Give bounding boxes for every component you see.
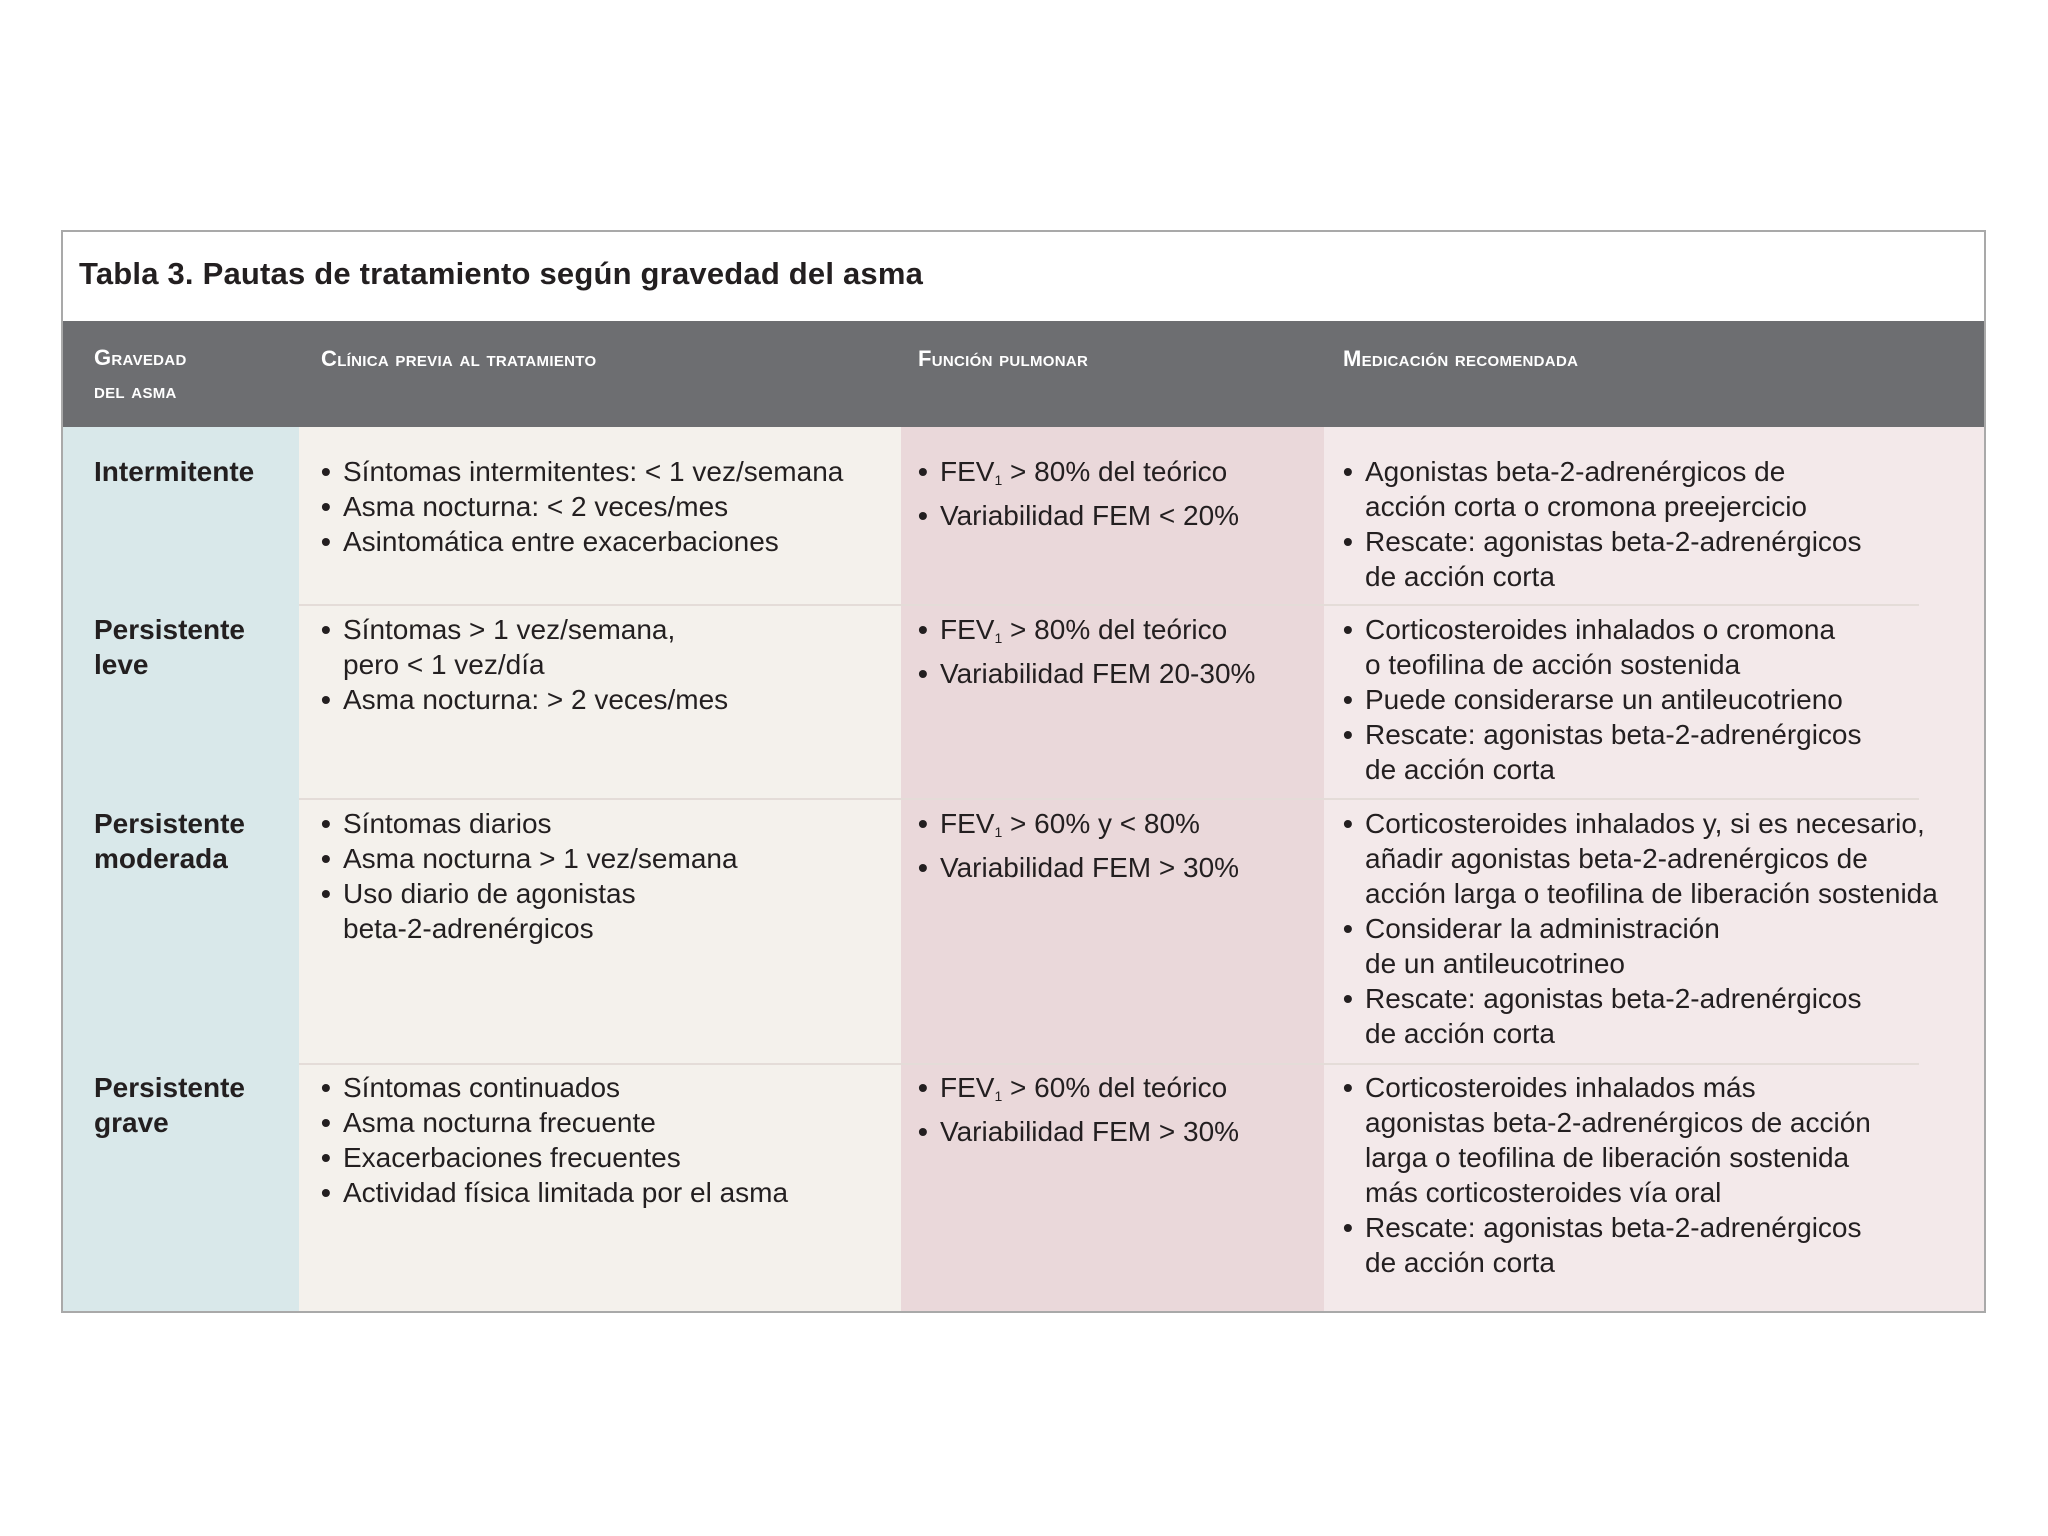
lung-text: > 60% del teórico (1002, 1072, 1228, 1103)
severity-cell: Intermitente (94, 456, 255, 487)
medication-cell (1343, 806, 1983, 1051)
list-item: • Corticosteroides inhalados y, si es necesario, añadir agonistas beta-2-adrenérgicos de acción larga o teofilina de liberación sostenida (1343, 806, 1983, 911)
header-medication: Medicación recomendada (1343, 346, 1579, 371)
list-item: • Corticosteroides inhalados más agonistas beta-2-adrenérgicos de acción larga o teofilina de liberación sostenida más corticosteroides vía oral (1343, 1070, 1983, 1210)
clinical-cell-list (321, 806, 901, 946)
lung-text: Variabilidad FEM 20-30% (940, 658, 1256, 689)
medication-cell-list (1343, 1070, 1983, 1280)
list-item (918, 612, 1318, 656)
medication-cell-list (1343, 806, 1983, 1051)
list-item (918, 656, 1318, 700)
lung-text: > 80% del teórico (1002, 456, 1228, 487)
lung-function-cell (918, 1070, 1318, 1158)
list-item: • Asma nocturna: < 2 veces/mes (321, 489, 901, 524)
table-title-text: Pautas de tratamiento según gravedad del asma (202, 256, 924, 291)
list-item: • Considerar la administración de un antileucotrineo (1343, 911, 1983, 981)
row-divider (299, 604, 1919, 606)
list-item: • Síntomas diarios (321, 806, 901, 841)
list-item: • Asma nocturna > 1 vez/semana (321, 841, 901, 876)
list-item (918, 1114, 1318, 1158)
clinical-cell (321, 806, 901, 946)
lung-text: FEV (940, 614, 995, 645)
list-item (918, 806, 1318, 850)
lung-subscript: 1 (994, 630, 1003, 646)
severity-cell: Persistente leve (94, 614, 245, 680)
header-clinical: Clínica previa al tratamiento (321, 346, 597, 371)
list-item: • Síntomas continuados (321, 1070, 901, 1105)
lung-text: FEV (940, 456, 995, 487)
clinical-cell-list (321, 1070, 901, 1210)
header-lung-function: Función pulmonar (918, 346, 1089, 371)
list-item: • Corticosteroides inhalados o cromona o teofilina de acción sostenida (1343, 612, 1983, 682)
list-item (918, 454, 1318, 498)
list-item: • Puede considerarse un antileucotrieno (1343, 682, 1983, 717)
list-item: • Rescate: agonistas beta-2-adrenérgicos de acción corta (1343, 981, 1983, 1051)
list-item: • Rescate: agonistas beta-2-adrenérgicos de acción corta (1343, 524, 1983, 594)
lung-subscript: 1 (994, 824, 1003, 840)
severity-cell: Persistente grave (94, 1072, 245, 1138)
lung-function-cell-list (918, 806, 1318, 894)
clinical-cell-list (321, 612, 901, 717)
table-title-bar (63, 232, 1984, 321)
clinical-cell-list (321, 454, 901, 559)
list-item: • Rescate: agonistas beta-2-adrenérgicos de acción corta (1343, 717, 1983, 787)
list-item: • Exacerbaciones frecuentes (321, 1140, 901, 1175)
list-item: • Rescate: agonistas beta-2-adrenérgicos de acción corta (1343, 1210, 1983, 1280)
medication-cell (1343, 454, 1983, 594)
list-item: • Síntomas > 1 vez/semana, pero < 1 vez/día (321, 612, 901, 682)
medication-cell-list (1343, 612, 1983, 787)
lung-function-cell (918, 612, 1318, 700)
list-item: • Actividad física limitada por el asma (321, 1175, 901, 1210)
table-title (79, 256, 923, 292)
lung-text: FEV (940, 1072, 995, 1103)
list-item (918, 850, 1318, 894)
clinical-cell (321, 1070, 901, 1210)
list-item: • Uso diario de agonistas beta-2-adrenérgicos (321, 876, 901, 946)
lung-function-cell-list (918, 1070, 1318, 1158)
lung-function-cell-list (918, 454, 1318, 542)
list-item: • Síntomas intermitentes: < 1 vez/semana (321, 454, 901, 489)
medication-cell-list (1343, 454, 1983, 594)
list-item (918, 1070, 1318, 1114)
clinical-cell (321, 454, 901, 559)
medication-cell (1343, 1070, 1983, 1280)
severity-cell: Persistente moderada (94, 808, 245, 874)
lung-text: > 80% del teórico (1002, 614, 1228, 645)
lung-text: Variabilidad FEM > 30% (940, 852, 1240, 883)
table-header-row (63, 321, 1984, 427)
medication-cell (1343, 612, 1983, 787)
lung-subscript: 1 (994, 1088, 1003, 1104)
clinical-cell (321, 612, 901, 717)
list-item: • Asma nocturna frecuente (321, 1105, 901, 1140)
lung-text: > 60% y < 80% (1002, 808, 1200, 839)
list-item: • Agonistas beta-2-adrenérgicos de acción corta o cromona preejercicio (1343, 454, 1983, 524)
lung-text: FEV (940, 808, 995, 839)
row-divider (299, 798, 1919, 800)
lung-function-cell (918, 454, 1318, 542)
table-title-label: Tabla 3. (79, 256, 194, 291)
lung-text: Variabilidad FEM > 30% (940, 1116, 1240, 1147)
list-item (918, 498, 1318, 542)
asthma-treatment-table (61, 230, 1986, 1313)
lung-subscript: 1 (994, 472, 1003, 488)
lung-text: Variabilidad FEM < 20% (940, 500, 1240, 531)
lung-function-cell (918, 806, 1318, 894)
list-item: • Asma nocturna: > 2 veces/mes (321, 682, 901, 717)
lung-function-cell-list (918, 612, 1318, 700)
row-divider (299, 1063, 1919, 1065)
header-severity: Gravedad del asma (94, 345, 187, 403)
list-item: • Asintomática entre exacerbaciones (321, 524, 901, 559)
